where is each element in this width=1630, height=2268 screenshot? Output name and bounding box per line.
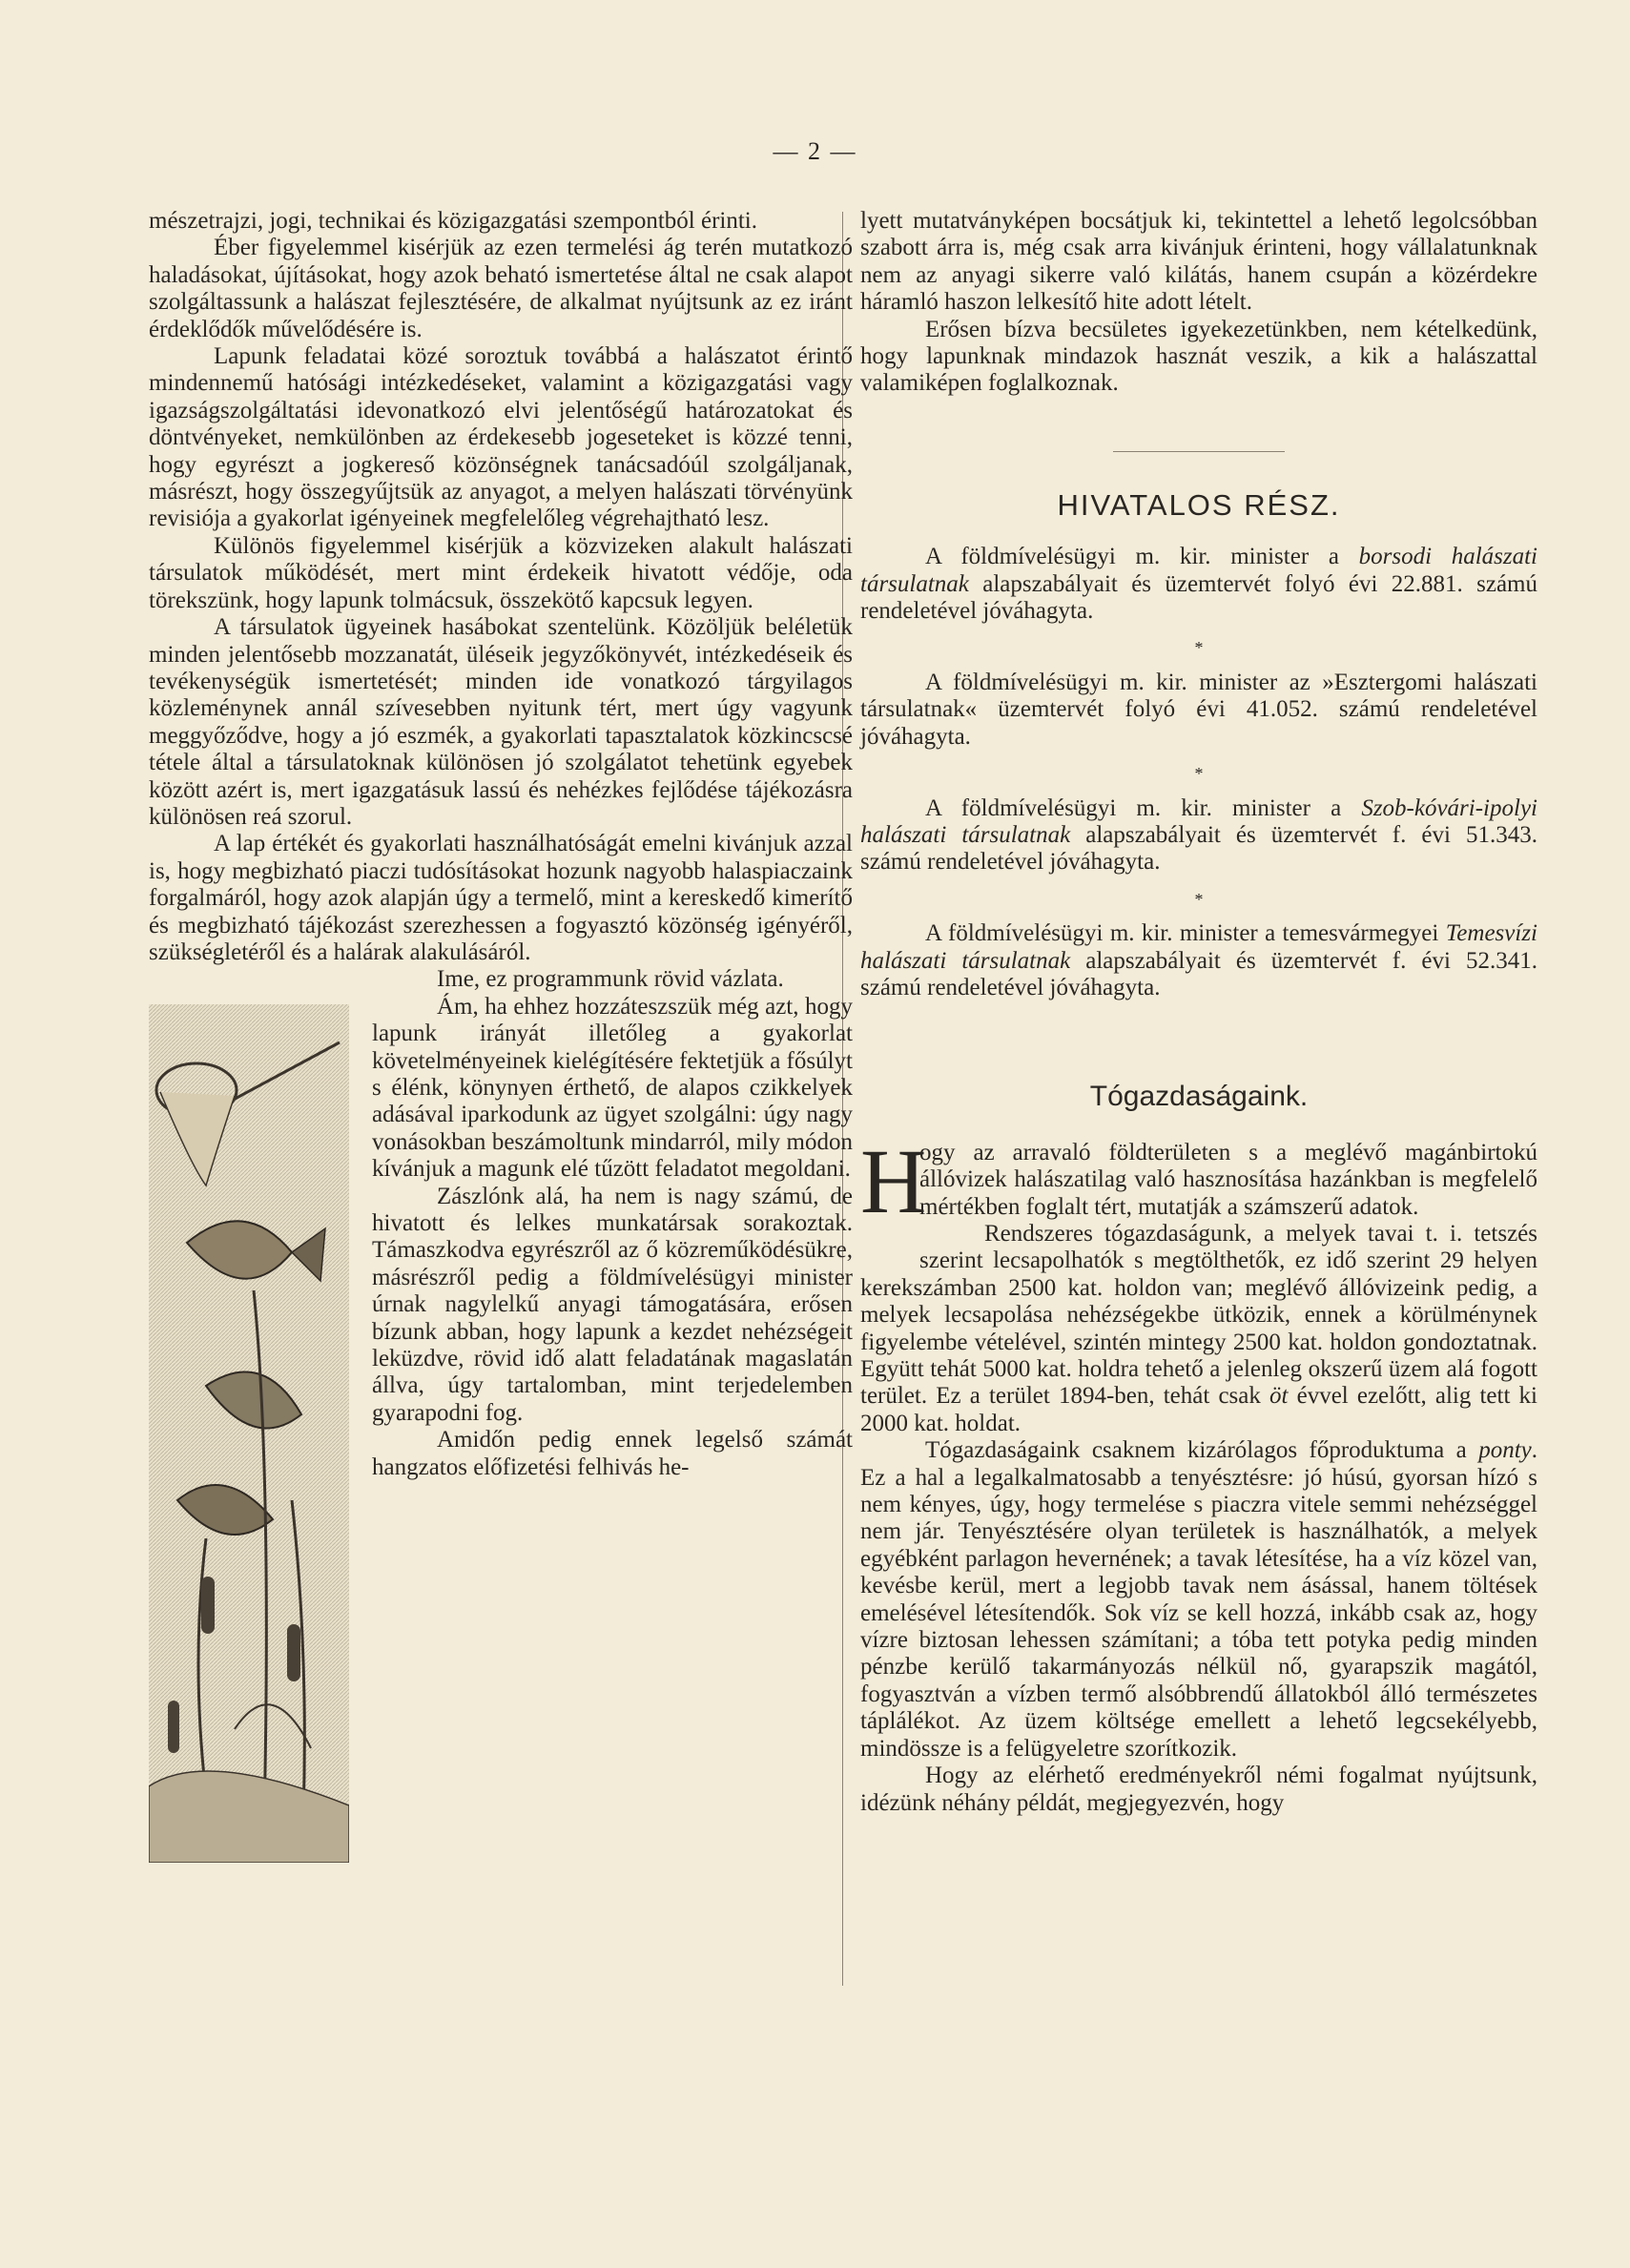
official-notice: A földmívelésügyi m. kir. minister a Szob-kóvári-ipolyi halászati társulatnak alapszabályait és üzemtervét f. évi 51.343. számú rendeletével jóváhagyta. xyxy=(860,794,1537,876)
paragraph: Erősen bízva becsületes igyekezetünkben, nem kételkedünk, hogy lapunknak mindazok hasznát veszik, a kik a halászattal valamiképen foglalkoznak. xyxy=(860,316,1537,397)
left-column xyxy=(149,208,853,1872)
official-section-heading: HIVATALOS RÉSZ. xyxy=(1057,487,1341,522)
drop-cap-letter: H xyxy=(860,1129,927,1232)
separator-asterisk: * xyxy=(1194,638,1204,658)
paragraph: Éber figyelemmel kisérjük az ezen termelési ág terén mutatkozó haladásokat, újításokat, hogy azok beható ismertetése által ne csak alapot szolgáltassunk a halászat fejlesztésére, de alkalmat nyújtsunk az ez iránt érdeklődők művelődésére is. xyxy=(149,235,853,342)
paragraph: Rendszeres tógazdaságunk, a melyek tavai t. i. tetszés szerint lecsapolhatók s megtölthetők, ez idő szerint 29 helyen kerekszámban 2500 kat. holdon van; meglévő állóvizeink pedig, a melyek lecsapolása nehézségekbe ütközik, ennek a körülménynek figyelembe vételével, szintén mintegy 2500 kat. holdon gondoztatnak. Együtt tehát 5000 kat. holdra tehető a jelenleg okszerű üzem alá fogott terület. Ez a terület 1894-ben, tehát csak öt évvel ezelőtt, alig tett ki 2000 kat. holdat. xyxy=(860,1220,1537,1436)
paragraph: Különös figyelemmel kisérjük a közvizeken alakult halászati társulatok működését, mert mint érdekeik hivatott védője, oda törekszünk, hogy lapunk tolmácsuk, összekötő kapcsuk legyen. xyxy=(149,532,853,613)
drop-cap xyxy=(860,1129,927,1254)
separator-asterisk: * xyxy=(1194,889,1204,909)
section-rule xyxy=(1113,451,1285,452)
paragraph: Tógazdaságaink csaknem kizárólagos főproduktuma a ponty. Ez a hal a legalkalmatosabb a tenyésztésre: jó húsú, gyorsan hízó s nem kényes, úgy, hogy termelése s piaczra vitele semmi nehézséggel nem jár. Tenyésztésére olyan területek is használhatók, a melyek egyébként parlagon hevernének; a tavak létesítése, ha a víz közel van, kevésbe kerül, mert a legjobb tavak nem ásással, hanem töltések emelésével létesítendők. Sok víz se kell hozzá, inkább csak az, hogy vízre biztosan lehessen számítani; a tóba tett potyka pedig minden pénzbe kerülő takarmányozás nélkül nő, gyarapszik magától, fogyasztván a vízben termő alsóbbrendű állatokból álló természetes táplálékot. Az üzem költsége emellett a lehető legcsekélyebb, mindössze is a felügyeletre szorítkozik. xyxy=(860,1437,1537,1762)
paragraph: Zászlónk alá, ha nem is nagy számú, de hivatott és lelkes munkatársak sorakoztak. Támaszkodva egyrészről az ő közreműködésükre, másrészről pedig a földmívelésügyi minister úrnak nagylelkű anyagi támogatására, erősen bízunk abban, hogy lapunk a kezdet nehézségeit leküzdve, rövid idő alatt feladatának magaslatán állva, úgy tartalomban, mint terjedelemben gyarapodni fog. xyxy=(372,1183,853,1426)
right-column xyxy=(860,208,1537,1817)
paragraph: Ime, ez programmunk rövid vázlata. xyxy=(437,966,784,993)
page-number: — 2 — xyxy=(773,137,857,165)
paragraph: A társulatok ügyeinek hasábokat szentelünk. Közöljük beléletük minden jelentősebb mozzanatát, üléseik jegyzőkönyvét, intézkedéseik és tevékenységük ismertetését; minden ide vonatkozó tárgyilagos közleménynek annál szívesebben nyitunk tért, mert úgy vagyunk meggyőződve, hogy a jó eszmék, a gyakorlati tapasztalatok közkincscsé tétele által a társulatoknak különösen jó szolgálatot tehetünk egyebek között azért is, mert igazgatásuk lassú és nehézkes fejlődése tájékozásra különösen reá szorul. xyxy=(149,614,853,830)
paragraph: A lap értékét és gyakorlati használhatóságát emelni kivánjuk azzal is, hogy megbizható piaczi tudósításokat hozunk nagyobb halaspiaczaink forgalmáról, hogy azok alapján úgy a termelő, mint a kereskedő kimerítő és megbizható tájékozást szerezhessen a fogyasztó közönség igényéről, szükségletéről és a halárak alakulásáról. xyxy=(149,831,853,965)
paragraph: lyett mutatványképen bocsátjuk ki, tekintettel a lehető legolcsóbban szabott árra is, még csak arra kivánjuk érinteni, hogy vállalatunknak nem az anyagi sikerre való kilátás, hanem csupán a közérdekre háramló haszon lelkesítő hite adott lételt. xyxy=(860,208,1537,316)
paragraph: Ám, ha ehhez hozzáteszszük még azt, hogy lapunk irányát illetőleg a gyakorlat követelményeinek kielégítésére fektetjük a fősúlyt s élénk, könynyen érthető, de alapos czikkelyek adásával iparkodunk az ügyet szolgálni: úgy nagy vonásokban beszámoltunk mindarról, mily módon kívánjuk a magunk elé tűzött feladatot megoldani. xyxy=(372,993,853,1183)
fish-net-illustration-image xyxy=(149,1004,349,1863)
official-notice: A földmívelésügyi m. kir. minister a borsodi halászati társulatnak alapszabályait és üzemtervét folyó évi 22.881. számú rendeletével jóváhagyta. xyxy=(860,544,1537,625)
official-notice: A földmívelésügyi m. kir. minister az »Esztergomi halászati társulatnak« üzemtervét folyó évi 41.052. számú rendeletével jóváhagyta. xyxy=(860,669,1537,750)
article-heading: Tógazdaságaink. xyxy=(1089,1081,1309,1113)
fish-net-illustration xyxy=(149,1004,349,1863)
paragraph: Lapunk feladatai közé soroztuk továbbá a halászatot érintő mindennemű hatósági intézkedéseket, valamint a közigazgatási vagy igazságszolgáltatási idevonatkozó elvi jelentőségű határozatokat és döntvényeket, nemkülönben az érdekesebb jogeseteket is közzé tenni, hogy egyrészt a jogkereső közönségnek tanácsadóúl szolgáljanak, másrészt, hogy összegyűjtsük az anyagot, a melyen halászati törvényünk revisiója a gyakorlat igényeinek megfelelőleg végrehajtható lesz. xyxy=(149,343,853,532)
paragraph: Hogy az elérhető eredményekről némi fogalmat nyújtsunk, idézünk néhány példát, megjegyezvén, hogy xyxy=(860,1763,1537,1816)
official-notice: A földmívelésügyi m. kir. minister a temesvármegyei Temesvízi halászati társulatnak alapszabályait és üzemtervét f. évi 52.341. számú rendeletével jóváhagyta. xyxy=(860,920,1537,1000)
paragraph: ogy az arravaló földterületen s a meglévő magánbirtokú állóvizek halászatilag való hasznosítása hazánkban is megfelelő mértékben foglalt tért, mutatják a számszerű adatok. xyxy=(919,1139,1537,1220)
separator-asterisk: * xyxy=(1194,764,1204,784)
paragraph: mészetrajzi, jogi, technikai és közigazgatási szempontból érinti. xyxy=(149,208,757,234)
paragraph: Amidőn pedig ennek legelső számát hangzatos előfizetési felhivás he- xyxy=(372,1427,853,1480)
